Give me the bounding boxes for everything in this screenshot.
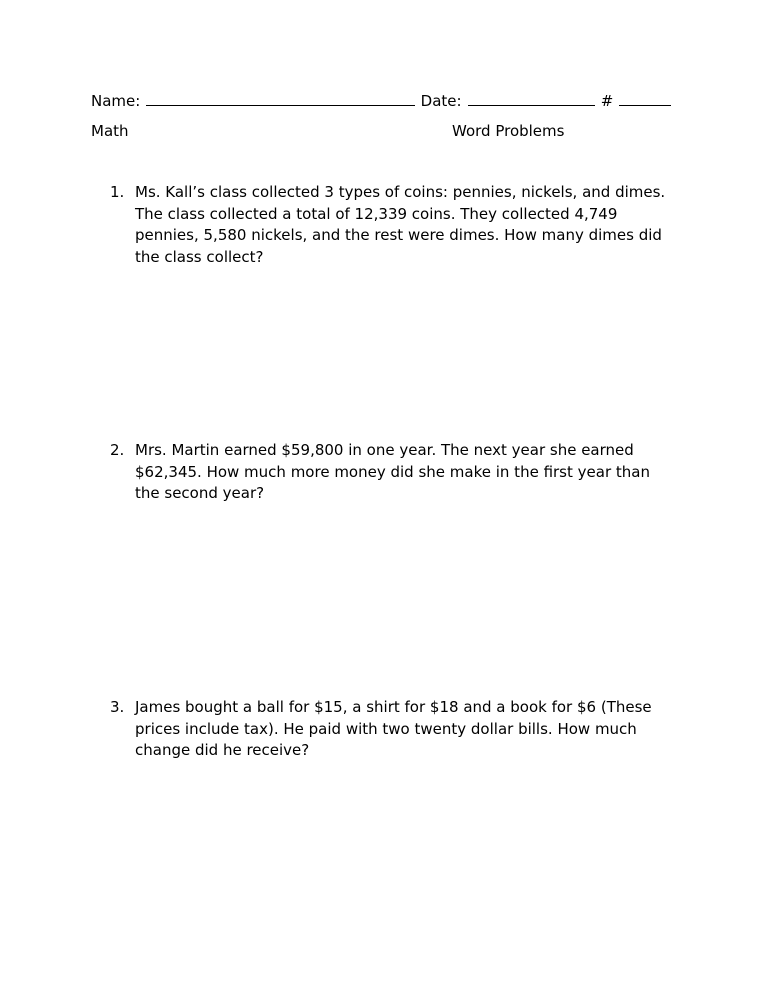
problem-item [110, 440, 670, 505]
header-row [91, 91, 671, 110]
number-label: # [600, 92, 614, 110]
problem-item [110, 697, 670, 762]
problem-number: 2. [110, 441, 125, 459]
name-field[interactable] [146, 91, 414, 106]
problem-text: James bought a ball for $15, a shirt for $18 and a book for $6 (These prices include tax). He paid with two twenty dollar bills. How much change did he receive? [135, 698, 652, 759]
number-field[interactable] [619, 91, 671, 106]
problem-text: Mrs. Martin earned $59,800 in one year. The next year she earned $62,345. How much more money did she make in the first year than the second year? [135, 441, 650, 502]
date-field[interactable] [468, 91, 595, 106]
problem-item [110, 182, 670, 268]
problem-number: 3. [110, 698, 125, 716]
subject-label: Math [91, 122, 129, 140]
problem-number: 1. [110, 183, 125, 201]
problem-text: Ms. Kall’s class collected 3 types of coins: pennies, nickels, and dimes. The class collected a total of 12,339 coins. They collected 4,749 pennies, 5,580 nickels, and the rest were dimes. How many dimes did the class collect? [135, 183, 666, 266]
page-title: Word Problems [452, 122, 565, 140]
name-label: Name: [91, 92, 141, 110]
date-label: Date: [420, 92, 462, 110]
